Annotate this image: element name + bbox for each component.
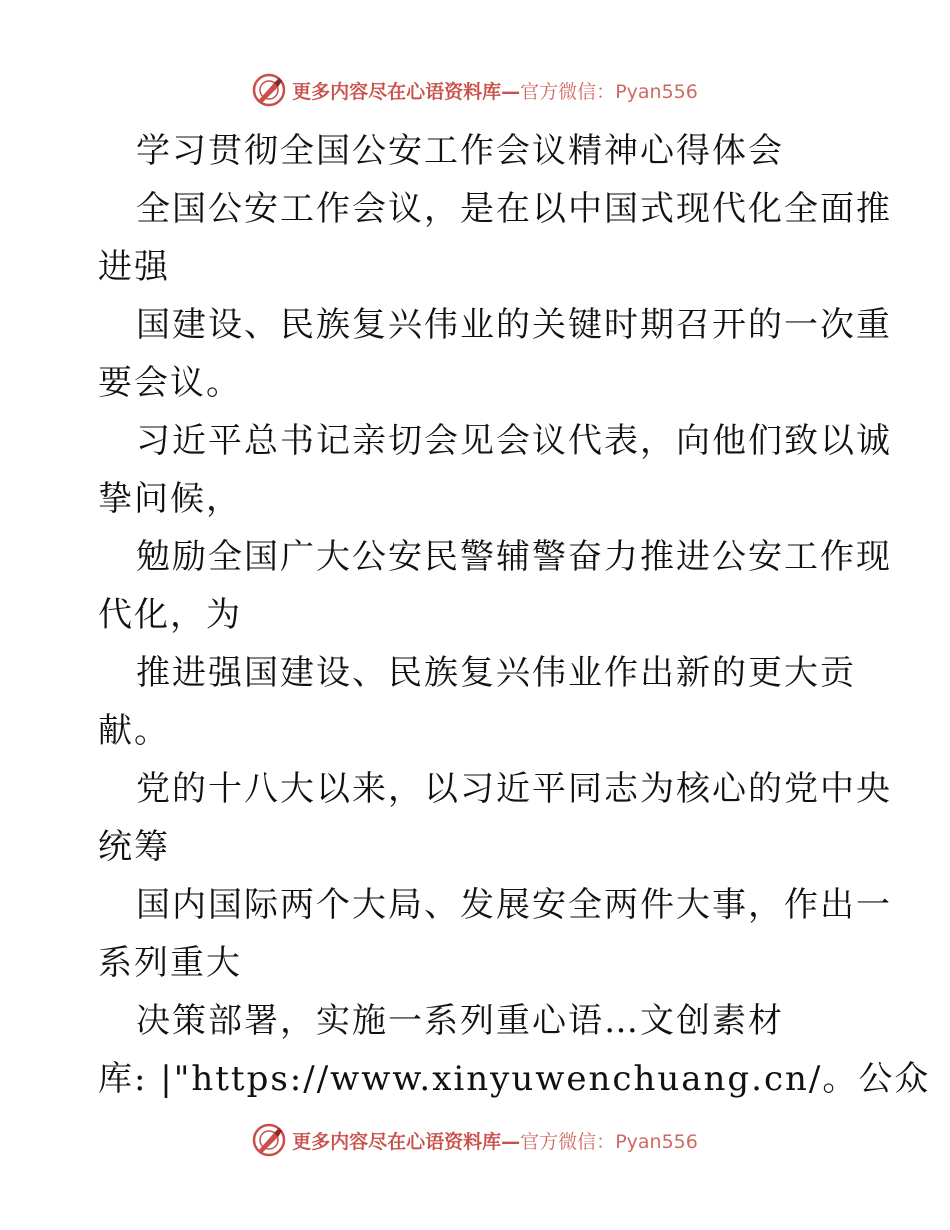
text-line: 推进强国建设、民族复兴伟业作出新的更大贡 — [136, 653, 856, 693]
text-line: 党的十八大以来，以习近平同志为核心的党中央 — [136, 769, 892, 809]
text-line: 学习贯彻全国公安工作会议精神心得体会 — [136, 131, 784, 171]
banner-wechat-id: Pyan556 — [615, 80, 698, 103]
text-line: 系列重大 — [98, 943, 242, 983]
banner-main-text: 更多内容尽在心语资料库 — [292, 1130, 502, 1153]
text-line: 统筹 — [98, 827, 170, 867]
text-line: 挚问候， — [98, 479, 242, 519]
text-line: 要会议。 — [98, 363, 242, 403]
banner-label — [292, 77, 698, 104]
text-line: 决策部署，实施一系列重心语…文创素材 — [136, 1001, 784, 1041]
banner-wechat-id: Pyan556 — [615, 1130, 698, 1153]
text-line: 勉励全国广大公安民警辅警奋力推进公安工作现 — [136, 537, 892, 577]
text-line: 国建设、民族复兴伟业的关键时期召开的一次重 — [136, 305, 892, 345]
text-line: 全国公安工作会议，是在以中国式现代化全面推 — [136, 189, 892, 229]
banner-wechat-label: 官方微信： — [520, 1130, 616, 1153]
text-line: 进强 — [98, 247, 170, 287]
banner-label — [292, 1127, 698, 1154]
footer-watermark-banner — [0, 1120, 950, 1160]
banner-dash: — — [501, 1130, 521, 1153]
text-line: 库: |"https://www.xinyuwenchuang.cn/。公众 — [98, 1059, 931, 1099]
pen-logo-icon — [252, 73, 286, 107]
text-line: 国内国际两个大局、发展安全两件大事，作出一 — [136, 885, 892, 925]
banner-wechat-label: 官方微信： — [520, 80, 616, 103]
text-line: 献。 — [98, 711, 170, 751]
pen-logo-icon — [252, 1123, 286, 1157]
text-line: 习近平总书记亲切会见会议代表，向他们致以诚 — [136, 421, 892, 461]
banner-dash: — — [501, 80, 521, 103]
header-watermark-banner — [0, 70, 950, 110]
document-body — [98, 122, 931, 1108]
banner-main-text: 更多内容尽在心语资料库 — [292, 80, 502, 103]
text-line: 代化，为 — [98, 595, 242, 635]
